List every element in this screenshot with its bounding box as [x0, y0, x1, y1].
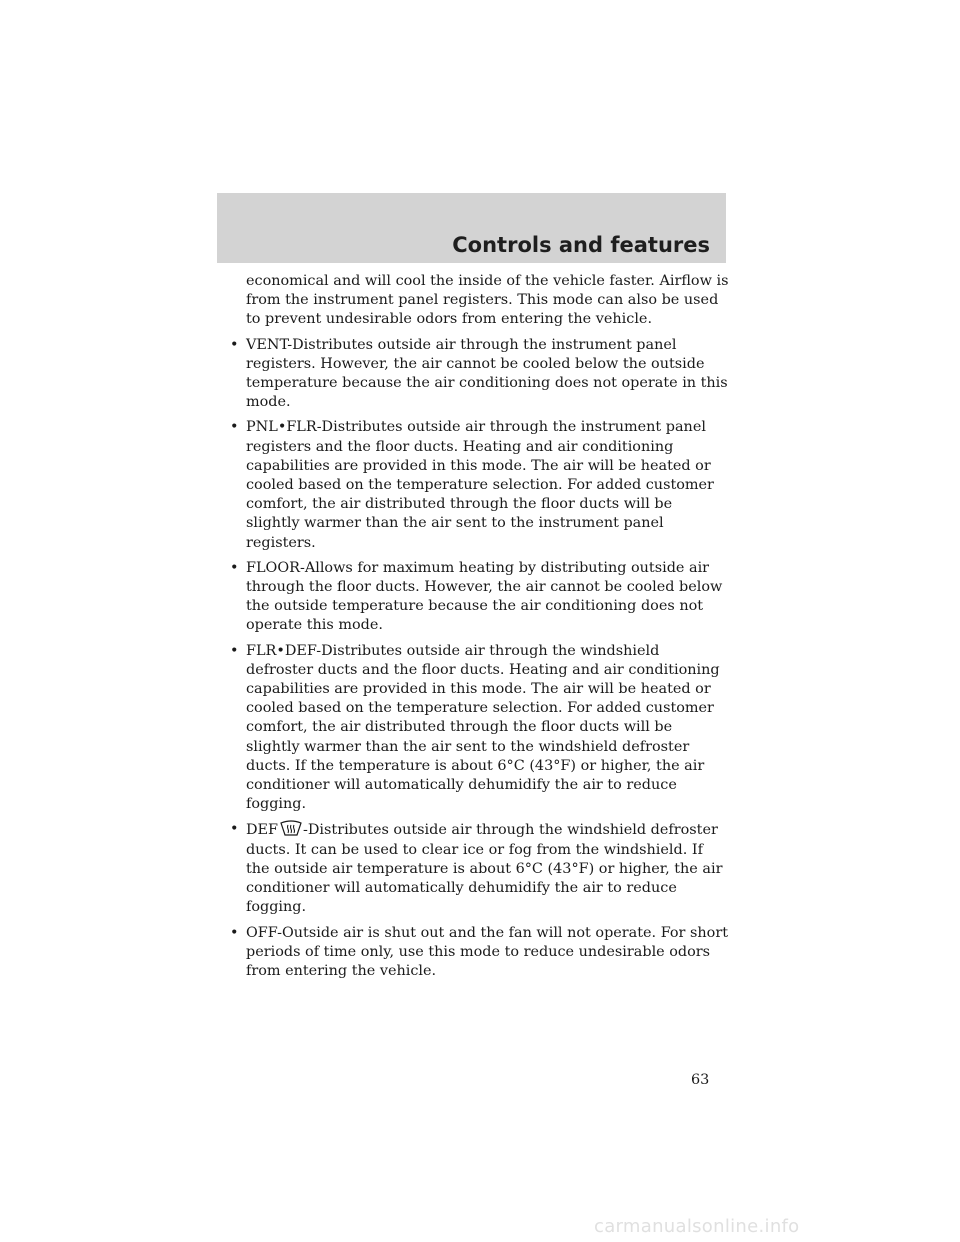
page-number: 63 — [691, 1072, 710, 1088]
bullet-off — [230, 924, 730, 982]
bullet-marker: • — [230, 642, 239, 659]
bullet-def — [230, 820, 730, 917]
bullet-vent — [230, 336, 730, 413]
bullet-marker: • — [230, 336, 239, 353]
bullet-text: PNL•FLR-Distributes outside air through the instrument panel registers and the floor ducts. Heating and air conditioning capabilities are provided in this mode. The air will be heated or cooled based on the temperature selection. For added customer comfort, the air distributed through the floor ducts will be slightly warmer than the air sent to the instrument panel registers. — [246, 419, 714, 551]
bullet-pnl-flr — [230, 418, 730, 552]
bullet-marker: • — [230, 821, 239, 838]
windshield-defrost-icon — [280, 820, 302, 836]
section-header-band — [217, 193, 726, 263]
bullet-text: FLR•DEF-Distributes outside air through the windshield defroster ducts and the floor ducts. Heating and air conditioning capabilities are provided in this mode. The air will be heated or cooled based on the temperature selection. For added customer comfort, the air distributed through the floor ducts will be slightly warmer than the air sent to the windshield defroster ducts. If the temperature is about 6°C (43°F) or higher, the air conditioner will automatically dehumidify the air to reduce fogging. — [246, 642, 720, 813]
site-watermark: carmanualsonline.info — [594, 1216, 800, 1237]
page-body — [230, 272, 730, 987]
bullet-marker: • — [230, 419, 239, 436]
bullet-text: FLOOR-Allows for maximum heating by distributing outside air through the floor ducts. However, the air cannot be cooled below the outside temperature because the air conditioning does not operate this mode. — [246, 559, 723, 634]
bullet-text: OFF-Outside air is shut out and the fan will not operate. For short periods of time only, use this mode to reduce undesirable odors from entering the vehicle. — [246, 924, 728, 979]
bullet-marker: • — [230, 559, 239, 576]
bullet-floor — [230, 559, 730, 636]
def-label: DEF — [246, 822, 279, 839]
def-text: -Distributes outside air through the windshield defroster ducts. It can be used to clear ice or fog from the windshield. If the outside air temperature is about 6°C (43°F) or higher, the air conditioner will automatically dehumidify the air to reduce fogging. — [246, 822, 723, 916]
section-title: Controls and features — [452, 233, 710, 257]
bullet-marker: • — [230, 924, 239, 941]
bullet-flr-def — [230, 642, 730, 815]
bullet-text: VENT-Distributes outside air through the instrument panel registers. However, the air cannot be cooled below the outside temperature because the air conditioning does not operate in this mode. — [246, 336, 728, 411]
intro-paragraph: economical and will cool the inside of the vehicle faster. Airflow is from the instrument panel registers. This mode can also be used to prevent undesirable odors from entering the vehicle. — [246, 273, 729, 328]
